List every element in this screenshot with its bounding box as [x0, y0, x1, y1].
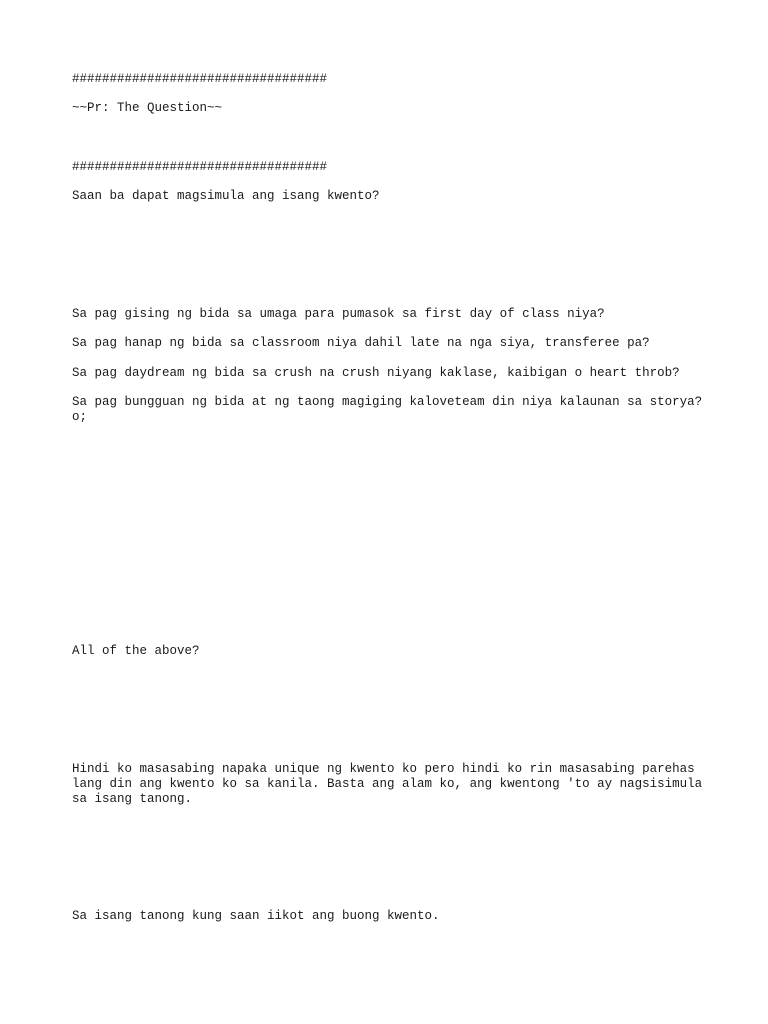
uniqueness-paragraph: Hindi ko masasabing napaka unique ng kwento ko pero hindi ko rin masasabing parehas lang din ang kwento ko sa kanila. Basta ang alam ko, ang kwentong 'to ay nagsisimula sa isang tanong.	[72, 762, 710, 806]
chapter-title: ~~Pr: The Question~~	[72, 101, 223, 115]
option-paragraph-3: Sa pag daydream ng bida sa crush na crush niyang kaklase, kaibigan o heart throb?	[72, 366, 680, 380]
separator-line-bottom: ##################################	[72, 160, 328, 174]
closing-line: Sa isang tanong kung saan iikot ang buong kwento.	[72, 909, 440, 923]
option-paragraph-1: Sa pag gising ng bida sa umaga para pumasok sa first day of class niya?	[72, 307, 605, 321]
opening-question: Saan ba dapat magsimula ang isang kwento?	[72, 189, 380, 203]
separator-line-top: ##################################	[72, 72, 328, 86]
option-paragraph-4: Sa pag bungguan ng bida at ng taong magiging kaloveteam din niya kalaunan sa storya? o;	[72, 395, 710, 424]
all-of-the-above-line: All of the above?	[72, 644, 200, 658]
option-paragraph-2: Sa pag hanap ng bida sa classroom niya dahil late na nga siya, transferee pa?	[72, 336, 650, 350]
